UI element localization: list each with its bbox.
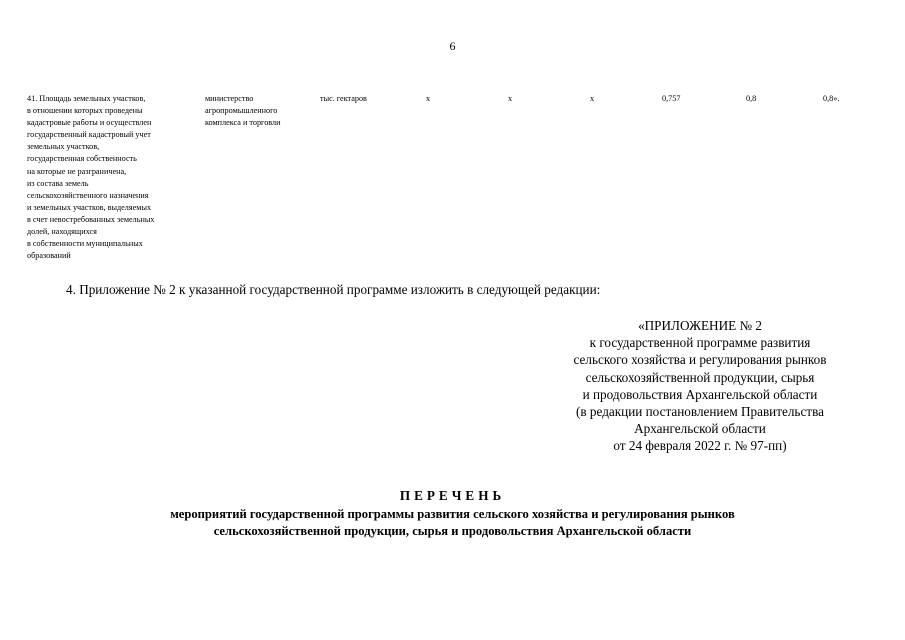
table-cell-unit: тыс. гектаров [320,94,367,103]
indicator-name-line: на которые не разграничена, [27,166,127,176]
table-cell-value: х [508,94,513,103]
page-number: 6 [449,39,456,53]
indicator-name-line: из состава земель [27,178,89,188]
perechen-subtitle [0,506,905,540]
paragraph-4: 4. Приложение № 2 к указанной государственной программе изложить в следующей редакции: [66,282,601,297]
indicator-name-line: кадастровые работы и осуществлен [27,118,152,128]
indicator-name-line: и земельных участков, выделяемых [27,202,152,212]
table-cell-value: 0,8». [823,94,840,103]
table-cell-executor [205,93,315,129]
table-cell-value: 0,8 [746,94,757,103]
appendix-line: к государственной программе развития [589,335,811,351]
appendix-line: от 24 февраля 2022 г. № 97-пп) [613,438,787,454]
indicator-name-line: земельных участков, [27,142,100,152]
appendix-line: (в редакции постановлением Правительства [576,404,824,420]
executor-line: комплекса и торговли [205,118,281,128]
indicator-name-line: государственная собственность [27,154,137,164]
table-cell-value: х [426,94,431,103]
indicator-name-line: в отношении которых проведены [27,106,143,116]
perechen-subtitle-line: сельскохозяйственной продукции, сырья и продовольствия Архангельской области [213,524,692,538]
indicator-name-line: образований [27,251,71,261]
executor-line: агропромышленного [205,106,278,116]
appendix-header [500,317,900,455]
executor-line: министерство [205,94,254,103]
indicator-name-line: в собственности муниципальных [27,239,143,249]
appendix-line: сельскохозяйственной продукции, сырья [585,369,815,385]
indicator-name-line: долей, находящихся [27,227,97,237]
indicator-name-line: 41. Площадь земельных участков, [27,94,146,103]
indicator-name-line: сельскохозяйственного назначения [27,190,149,200]
table-cell-value: 0,757 [662,94,681,103]
perechen-subtitle-line: мероприятий государственной программы развития сельского хозяйства и регулирования рынков [170,507,735,521]
appendix-line: сельского хозяйства и регулирования рынков [573,352,827,368]
table-cell-indicator-name [27,93,202,262]
perechen-title: ПЕРЕЧЕНЬ [399,488,506,503]
appendix-line: «ПРИЛОЖЕНИЕ № 2 [638,318,762,333]
indicator-name-line: государственный кадастровый учет [27,130,151,140]
table-cell-value: х [590,94,595,103]
appendix-line: и продовольствия Архангельской области [582,386,818,402]
appendix-line: Архангельской области [634,421,766,437]
indicator-name-line: в счет невостребованных земельных [27,214,155,224]
